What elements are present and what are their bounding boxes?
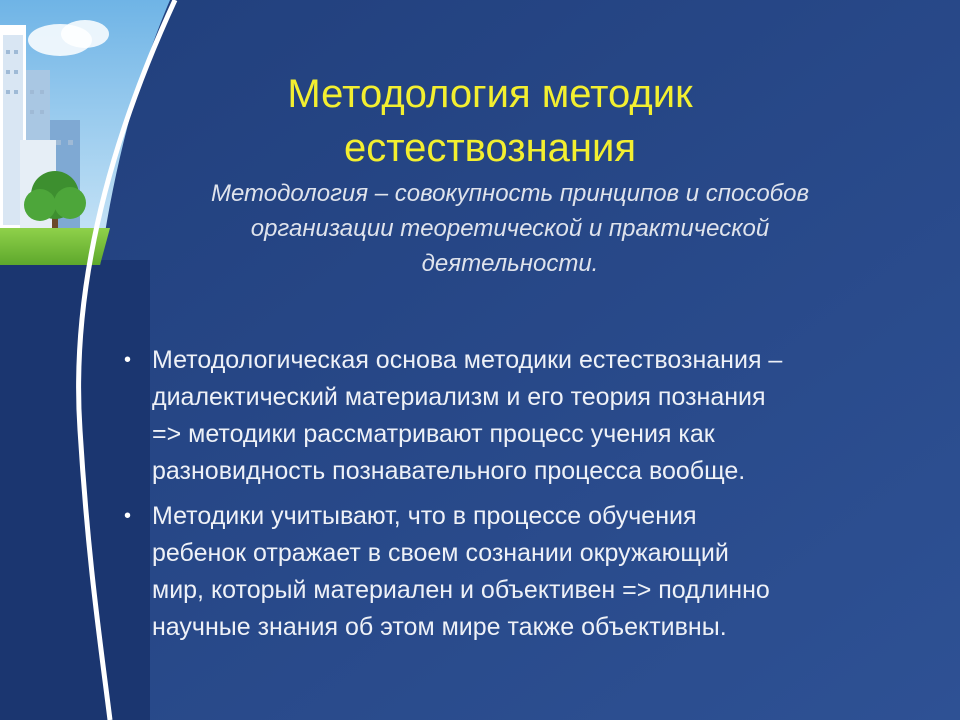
bullet-line: => методики рассматривают процесс учения как (152, 420, 715, 448)
definition-text (140, 176, 880, 281)
bullet-line: диалектический материализм и его теория познания (152, 383, 766, 411)
bullet-item (122, 342, 912, 490)
definition-line: деятельности. (421, 250, 599, 277)
bullet-list (122, 342, 912, 654)
bullet-line: разновидность познавательного процесса вообще. (152, 457, 746, 485)
bullet-line: Методики учитывают, что в процессе обучения (152, 502, 697, 530)
bullet-line: ребенок отражает в своем сознании окружающий (152, 539, 729, 567)
bullet-item (122, 498, 912, 646)
bullet-icon: • (124, 349, 132, 371)
definition-line: организации теоретической и практической (250, 215, 770, 242)
bullet-line: Методологическая основа методики естествознания – (152, 346, 783, 374)
title-line: Методология методик (287, 71, 693, 116)
bullet-line: научные знания об этом мире также объективны. (152, 613, 727, 641)
slide-title (190, 67, 790, 175)
title-line: естествознания (343, 125, 637, 170)
bullet-icon: • (124, 505, 132, 527)
bullet-line: мир, который материален и объективен => подлинно (152, 576, 770, 604)
definition-line: Методология – совокупность принципов и способов (210, 180, 810, 207)
